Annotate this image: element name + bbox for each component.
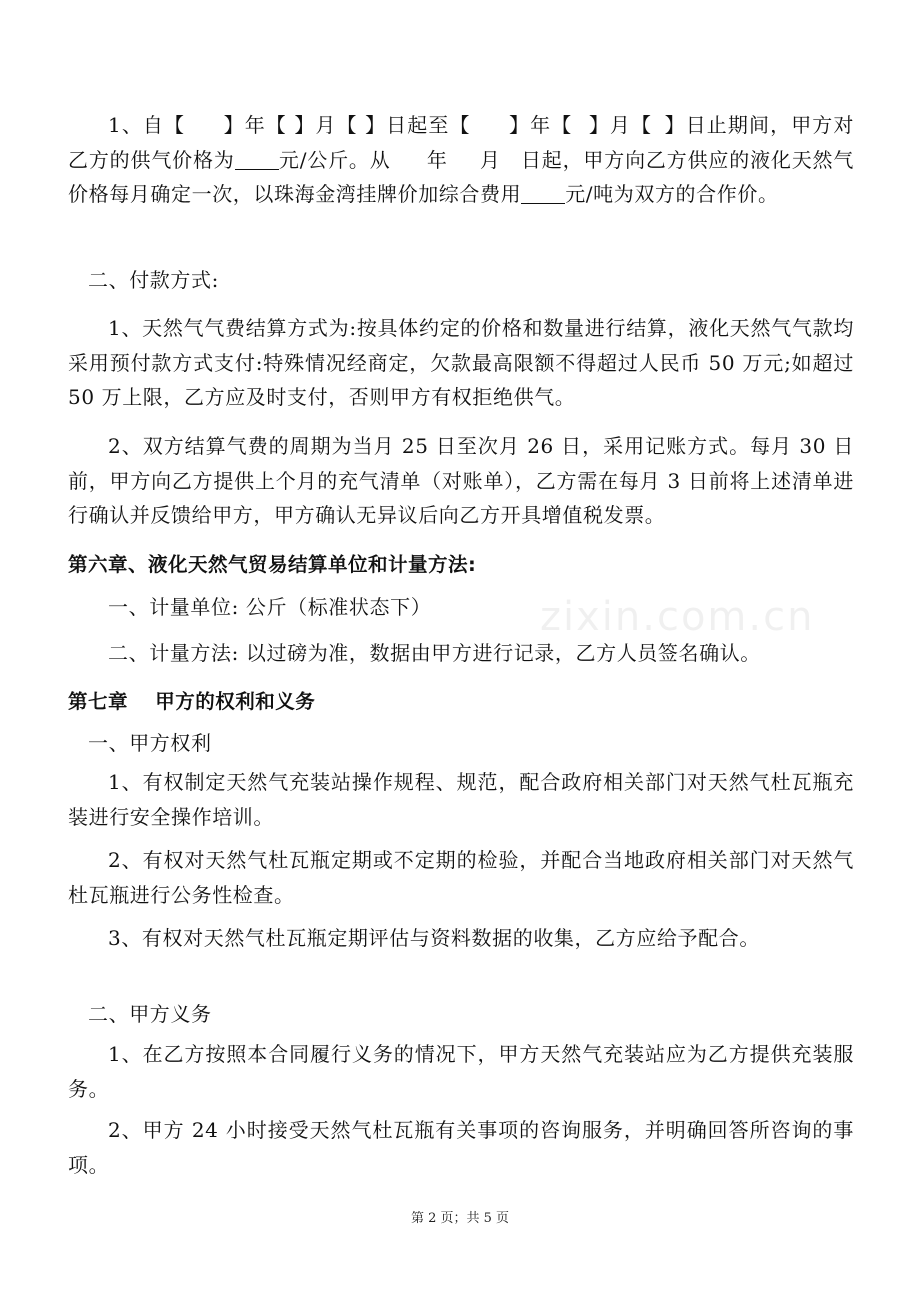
price-text-h: 月	[479, 147, 501, 172]
price-clause-paragraph	[68, 108, 854, 212]
price-text-e: 】日止期间，甲方对乙方的供气价格为	[68, 113, 854, 172]
rights-item-1: 1、有权制定天然气充装站操作规程、规范，配合政府相关部门对天然气杜瓦瓶充装进行安全操作培训。	[68, 770, 854, 829]
page-footer: 第 2 页；共 5 页	[410, 1211, 510, 1226]
chapter-7-title: 第七章 甲方的权利和义务	[68, 690, 316, 713]
measurement-unit: 一、计量单位: 公斤（标准状态下）	[108, 595, 432, 619]
price-blank-2	[521, 183, 565, 204]
price-text-c: 】年【	[508, 113, 573, 137]
price-blank-1	[235, 149, 279, 170]
duties-item-1: 1、在乙方按照本合同履行义务的情况下，甲方天然气充装站应为乙方提供充装服务。	[68, 1042, 854, 1101]
payment-clause-1: 1、天然气气费结算方式为:按具体约定的价格和数量进行结算，液化天然气气款均采用预付款方式支付:特殊情况经商定，欠款最高限额不得超过人民币 50 万元;如超过 50 万上限，乙方应及时支付，否则甲方有权拒绝供气。	[68, 316, 854, 409]
price-text-i: 日起，甲方向乙方供应的液化天然气价格每月确定一次，以珠海金湾挂牌价加综合费用	[68, 147, 854, 206]
chapter-6-title: 第六章、液化天然气贸易结算单位和计量方法:	[68, 553, 477, 576]
duties-item-2: 2、甲方 24 小时接受天然气杜瓦瓶有关事项的咨询服务，并明确回答所咨询的事项。	[68, 1118, 854, 1177]
price-text-f: 元/公斤。从	[278, 147, 391, 172]
price-text-g: 年	[426, 147, 448, 172]
price-text-a: 1、自【	[108, 113, 186, 137]
payment-clause-2: 2、双方结算气费的周期为当月 25 日至次月 26 日，采用记账方式。每月 30 日前，甲方向乙方提供上个月的充气清单（对账单），乙方需在每月 3 日前将上述清单进行确认并反馈给甲方，甲方确认无异议后向乙方开具增值税发票。	[68, 434, 854, 527]
duties-heading: 二、甲方义务	[88, 1002, 212, 1026]
price-text-j: 元/吨为双方的合作价。	[565, 182, 779, 206]
payment-heading: 二、付款方式:	[88, 268, 219, 292]
rights-heading: 一、甲方权利	[88, 731, 212, 755]
rights-item-3: 3、有权对天然气杜瓦瓶定期评估与资料数据的收集，乙方应给予配合。	[108, 926, 760, 950]
price-text-b: 】年【 】月【 】日起至【	[223, 113, 471, 137]
rights-item-2: 2、有权对天然气杜瓦瓶定期或不定期的检验，并配合当地政府相关部门对天然气杜瓦瓶进行公务性检查。	[68, 848, 854, 907]
price-text-d: 】月【	[588, 113, 653, 137]
measurement-method: 二、计量方法: 以过磅为准，数据由甲方进行记录，乙方人员签名确认。	[108, 641, 761, 665]
watermark: zixin.com.cn	[540, 594, 815, 640]
